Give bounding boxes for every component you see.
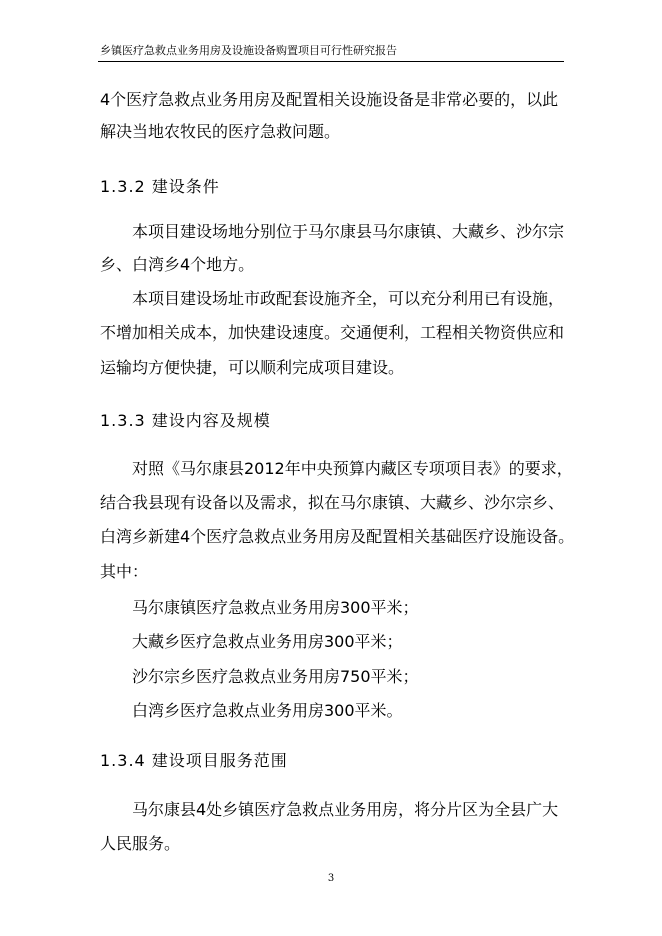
paragraph-line: 乡、白湾乡4个地方。 — [100, 255, 255, 274]
list-item: 马尔康镇医疗急救点业务用房300平米； — [132, 598, 419, 617]
page-number: 3 — [327, 873, 335, 884]
paragraph-line: 人民服务。 — [100, 834, 181, 853]
paragraph-line: 4个医疗急救点业务用房及配置相关设施设备是非常必要的，以此 — [100, 90, 559, 109]
paragraph-line: 其中： — [100, 562, 149, 581]
list-item: 大藏乡医疗急救点业务用房300平米； — [132, 632, 403, 651]
section-heading: 1.3.4 建设项目服务范围 — [100, 751, 288, 770]
paragraph-line: 解决当地农牧民的医疗急救问题。 — [100, 122, 341, 141]
list-item: 白湾乡医疗急救点业务用房300平米。 — [132, 701, 403, 720]
paragraph-line: 本项目建设场址市政配套设施齐全，可以充分利用已有设施， — [132, 289, 565, 308]
paragraph-line: 运输均方便快捷，可以顺利完成项目建设。 — [100, 358, 405, 377]
paragraph-line: 马尔康县4处乡镇医疗急救点业务用房，将分片区为全县广大 — [132, 800, 559, 819]
paragraph-line: 白湾乡新建4个医疗急救点业务用房及配置相关基础医疗设施设备。 — [100, 527, 575, 546]
section-heading: 1.3.2 建设条件 — [100, 177, 220, 196]
page-header: 乡镇医疗急救点业务用房及设施设备购置项目可行性研究报告 — [100, 44, 397, 57]
list-item: 沙尔宗乡医疗急救点业务用房750平米； — [132, 667, 419, 686]
paragraph-line: 不增加相关成本，加快建设速度。交通便利，工程相关物资供应和 — [100, 323, 565, 342]
paragraph-line: 本项目建设场地分别位于马尔康县马尔康镇、大藏乡、沙尔宗 — [132, 222, 565, 241]
paragraph-line: 结合我县现有设备以及需求，拟在马尔康镇、大藏乡、沙尔宗乡、 — [100, 493, 565, 512]
header-rule — [98, 61, 564, 62]
section-heading: 1.3.3 建设内容及规模 — [100, 411, 271, 430]
paragraph-line: 对照《马尔康县2012年中央预算内藏区专项项目表》的要求， — [132, 459, 573, 478]
